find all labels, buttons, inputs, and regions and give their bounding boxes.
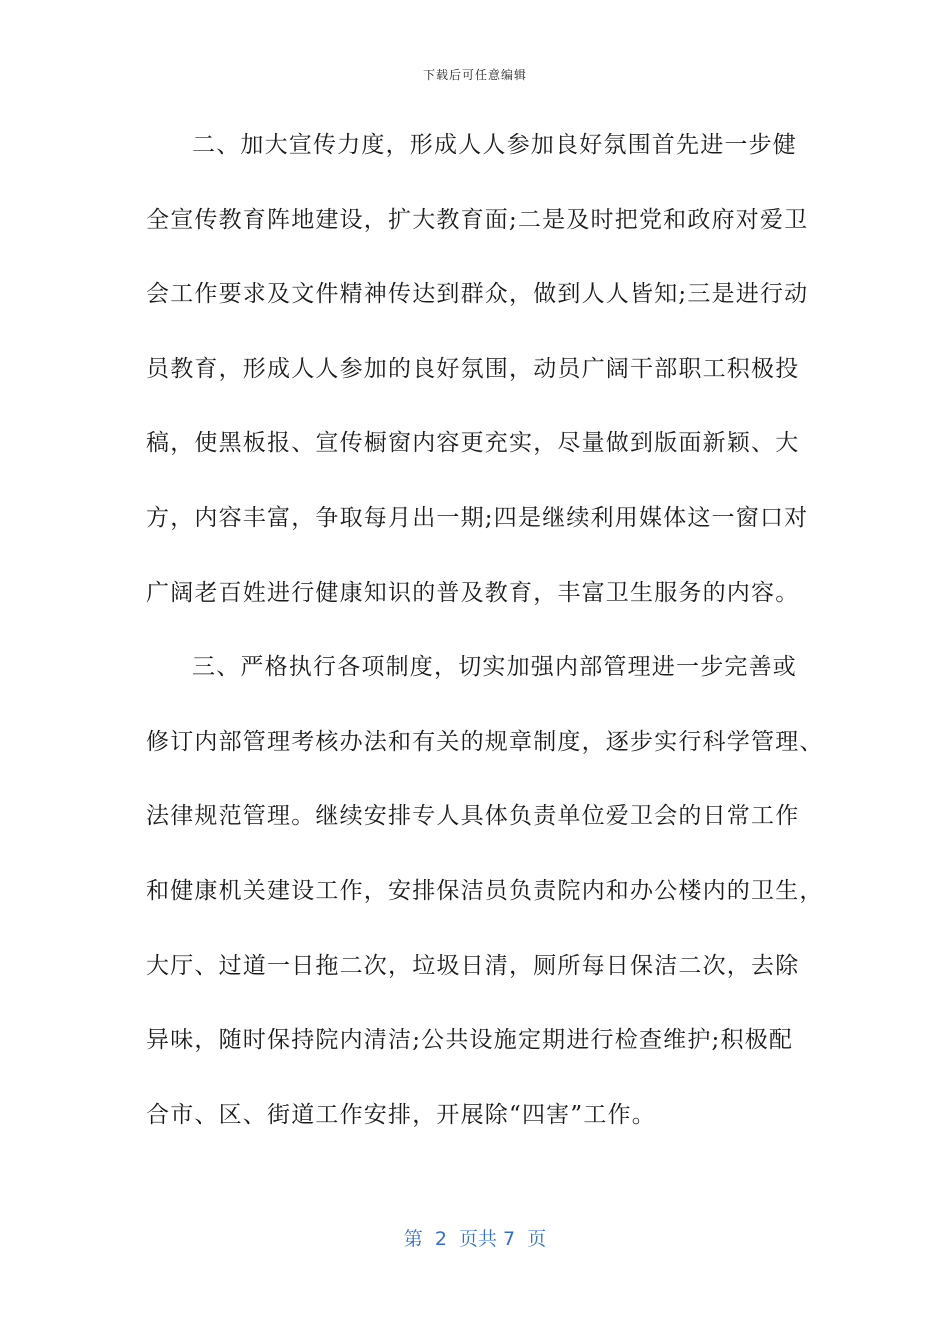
paragraph-line: 三、严格执行各项制度，切实加强内部管理进一步完善或 (192, 654, 797, 681)
page-header: 下载后可任意编辑 (422, 68, 527, 82)
paragraph-line: 和健康机关建设工作，安排保洁员负责院内和办公楼内的卫生， (146, 877, 824, 904)
paragraph-line: 二、加大宣传力度，形成人人参加良好氛围首先进一步健 (192, 132, 797, 158)
paragraph-line: 法律规范管理。继续安排专人具体负责单位爱卫会的日常工作 (146, 803, 800, 830)
page-footer (0, 1224, 950, 1251)
paragraph-line: 异味，随时保持院内清洁;公共设施定期进行检查维护;积极配 (146, 1027, 794, 1054)
paragraph-line: 全宣传教育阵地建设，扩大教育面;二是及时把党和政府对爱卫 (146, 206, 809, 233)
paragraph-line: 修订内部管理考核办法和有关的规章制度，逐步实行科学管理、 (146, 728, 824, 755)
paragraph-line: 合市、区、街道工作安排，开展除“四害”工作。 (146, 1101, 656, 1128)
paragraph-line: 稿，使黑板报、宣传橱窗内容更充实，尽量做到版面新颖、大 (146, 430, 800, 457)
paragraph-line: 员教育，形成人人参加的良好氛围，动员广阔干部职工积极投 (146, 355, 800, 382)
paragraph-line: 大厅、过道一日拖二次，垃圾日清，厕所每日保洁二次，去除 (146, 952, 800, 979)
paragraph-line: 方，内容丰富，争取每月出一期;四是继续利用媒体这一窗口对 (146, 504, 809, 531)
page-number: 第 2 页共 7 页 (403, 1228, 547, 1250)
document-body (146, 108, 824, 1152)
paragraph-line: 广阔老百姓进行健康知识的普及教育，丰富卫生服务的内容。 (146, 579, 800, 606)
paragraph-line: 会工作要求及文件精神传达到群众，做到人人皆知;三是进行动 (146, 281, 809, 308)
